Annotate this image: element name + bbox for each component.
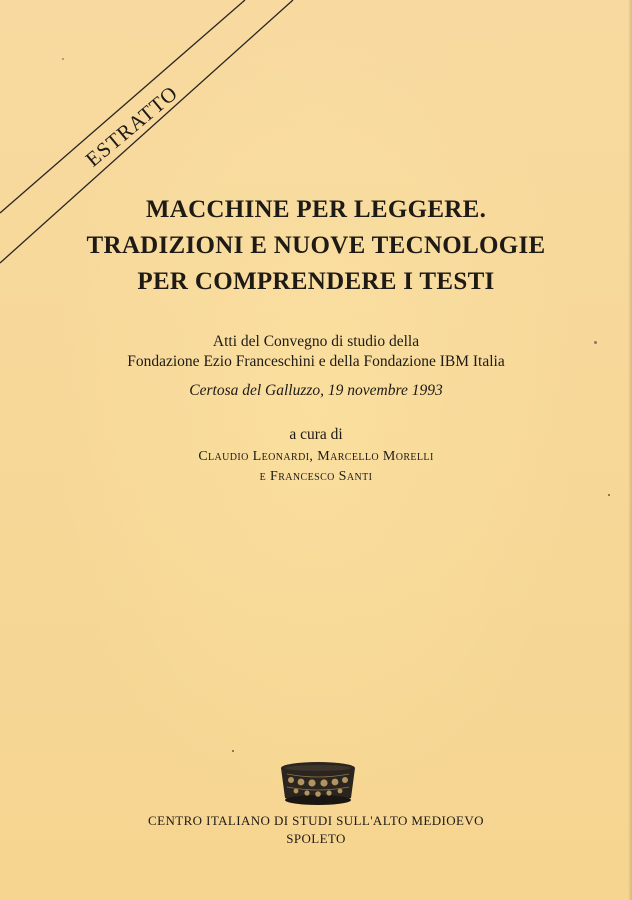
proceedings-info	[0, 332, 632, 372]
title-line-3: PER COMPRENDERE I TESTI	[137, 268, 495, 295]
title-line-1: MACCHINE PER LEGGERE.	[145, 196, 487, 223]
editors-intro: a cura di	[289, 426, 343, 443]
paper-speck	[62, 58, 64, 60]
conference-place-date: Certosa del Galluzzo, 19 novembre 1993	[189, 382, 443, 399]
paper-speck	[232, 750, 234, 752]
estratto-label: ESTRATTO	[80, 80, 183, 172]
proceedings-line-1: Atti del Convegno di studio della	[212, 333, 420, 350]
editors-line-1: Claudio Leonardi, Marcello Morelli	[198, 449, 434, 464]
crown-emblem-icon	[279, 760, 357, 808]
title-line-2: TRADIZIONI E NUOVE TECNOLOGIE	[86, 232, 546, 259]
publisher-name: CENTRO ITALIANO DI STUDI SULL'ALTO MEDIOEVO	[148, 813, 484, 828]
band-line-upper	[0, 0, 245, 213]
paper-speck	[608, 494, 610, 496]
proceedings-line-2: Fondazione Ezio Franceschini e della Fondazione IBM Italia	[127, 353, 505, 370]
editors-line-2: e Francesco Santi	[259, 469, 373, 484]
publisher-city: SPOLETO	[286, 831, 346, 846]
editors-names	[0, 447, 632, 487]
book-title	[0, 192, 632, 300]
paper-speck	[594, 341, 597, 344]
cover-edge	[628, 0, 632, 900]
publisher-info	[0, 812, 632, 848]
